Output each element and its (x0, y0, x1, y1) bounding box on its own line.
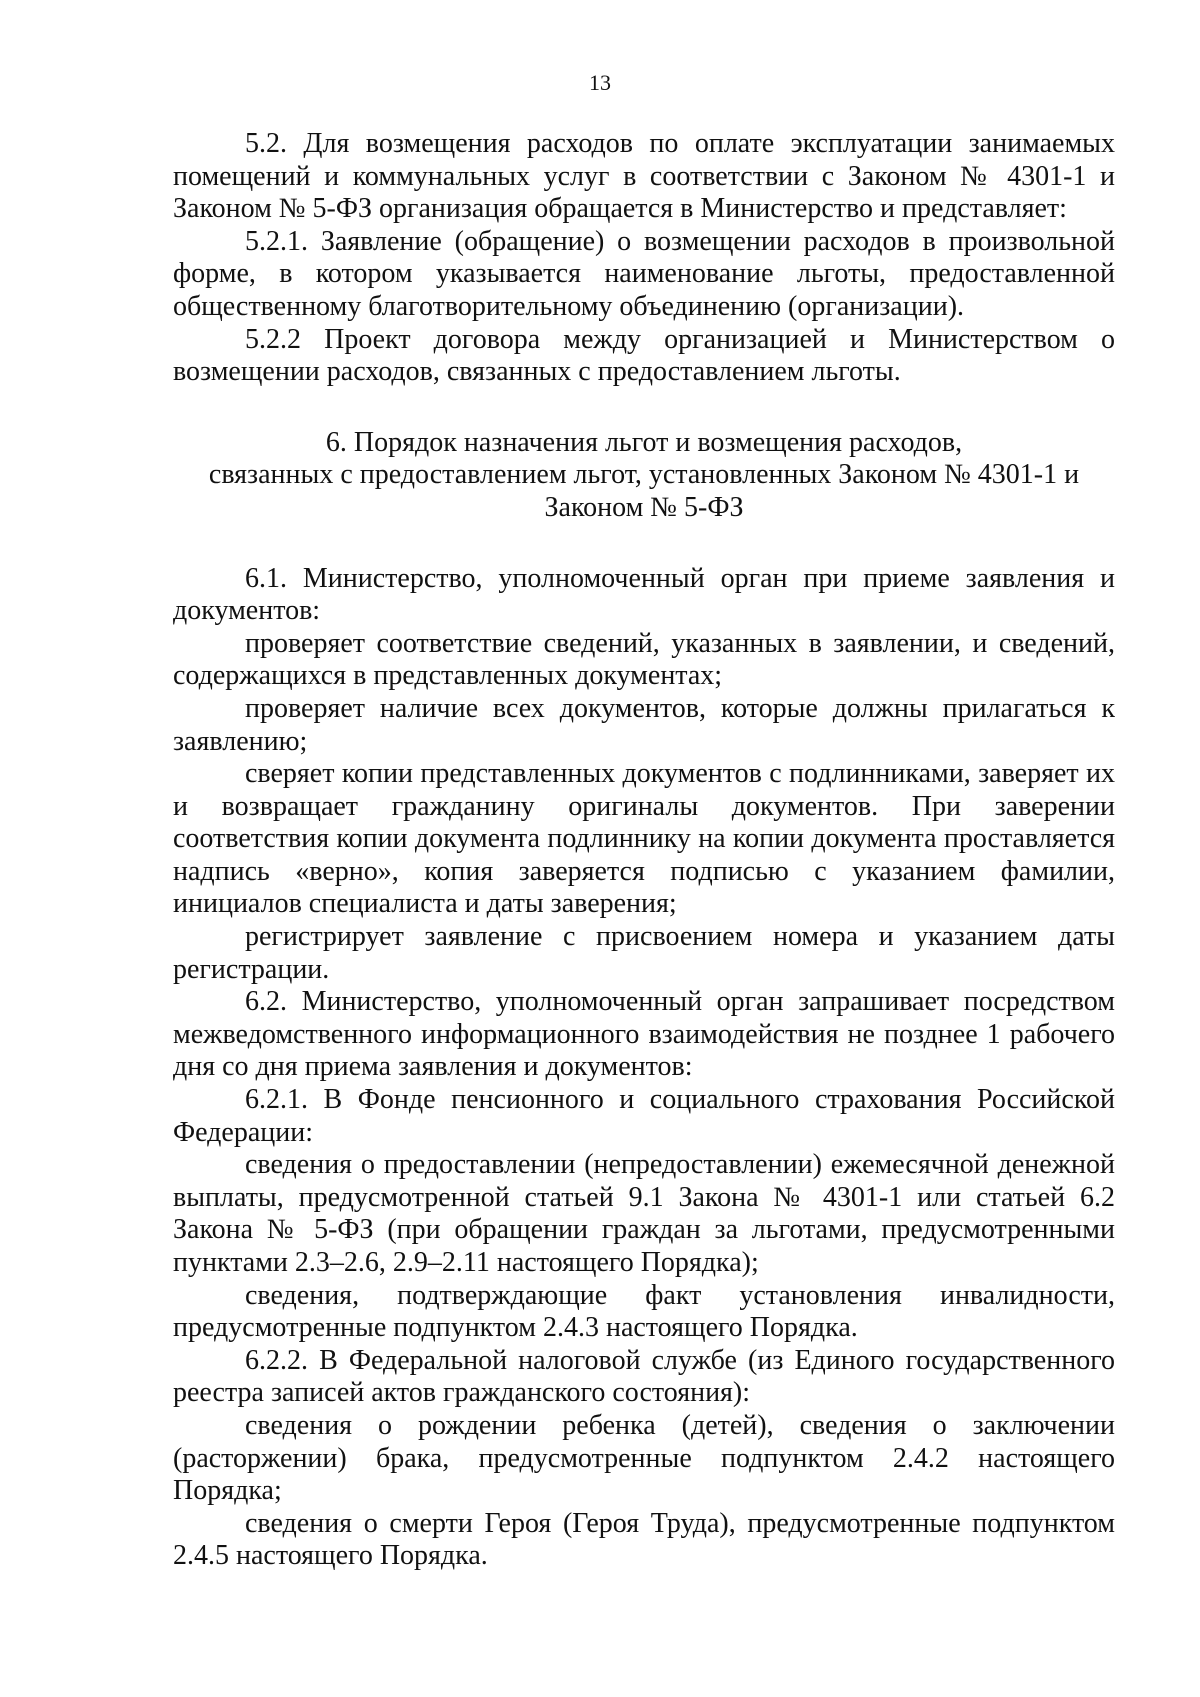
paragraph-6-2-2: 6.2.2. В Федеральной налоговой службе (из Единого государственного реестра записей актов гражданского состояния): (173, 1344, 1115, 1409)
document-body (173, 128, 1115, 1573)
paragraph-5-2-1: 5.2.1. Заявление (обращение) о возмещении расходов в произвольной форме, в котором указывается наименование льготы, предоставленной общественному благотворительному объединению (организации). (173, 225, 1115, 322)
paragraph-hero-death: сведения о смерти Героя (Героя Труда), предусмотренные подпунктом 2.4.5 настоящего Порядка. (173, 1507, 1115, 1572)
paragraph-registers: регистрирует заявление с присвоением номера и указанием даты регистрации. (173, 921, 1115, 985)
paragraph-disability: сведения, подтверждающие факт установления инвалидности, предусмотренные подпунктом 2.4.3 настоящего Порядка. (173, 1279, 1115, 1344)
section-heading (173, 427, 1115, 525)
paragraph-5-2: 5.2. Для возмещения расходов по оплате эксплуатации занимаемых помещений и коммунальных услуг в соответствии с Законом № 4301-1 и Законом № 5-ФЗ организация обращается в Министерство и представляет: (173, 128, 1115, 225)
section-heading-line-1: 6. Порядок назначения льгот и возмещения расходов, (325, 426, 963, 458)
page-number: 13 (589, 70, 611, 95)
paragraph-6-1: 6.1. Министерство, уполномоченный орган при приеме заявления и документов: (173, 562, 1115, 627)
paragraph-monthly-payment: сведения о предоставлении (непредоставлении) ежемесячной денежной выплаты, предусмотренной статьей 9.1 Закона № 4301-1 или статьей 6.2 Закона № 5-ФЗ (при обращении граждан за льготами, предусмотренными пунктами 2.3–2.6, 2.9–2.11 настоящего Порядка); (173, 1149, 1115, 1278)
paragraph-checks-consistency: проверяет соответствие сведений, указанных в заявлении, и сведений, содержащихся в представленных документах; (173, 627, 1115, 692)
section-heading-line-3: Законом № 5-ФЗ (544, 491, 744, 523)
paragraph-checks-documents: проверяет наличие всех документов, которые должны прилагаться к заявлению; (173, 692, 1115, 757)
paragraph-verifies-copies: сверяет копии представленных документов с подлинниками, заверяет их и возвращает гражданину оригиналы документов. При заверении соответствия копии документа подлиннику на копии документа проставляется надпись «верно», копия заверяется подписью с указанием фамилии, инициалов специалиста и даты заверения; (173, 758, 1115, 920)
paragraph-6-2-1: 6.2.1. В Фонде пенсионного и социального страхования Российской Федерации: (173, 1084, 1115, 1148)
paragraph-birth-marriage: сведения о рождении ребенка (детей), сведения о заключении (расторжении) брака, предусмотренные подпунктом 2.4.2 настоящего Порядка; (173, 1409, 1115, 1507)
paragraph-6-2: 6.2. Министерство, уполномоченный орган запрашивает посредством межведомственного информационного взаимодействия не позднее 1 рабочего дня со дня приема заявления и документов: (173, 986, 1115, 1083)
paragraph-5-2-2: 5.2.2 Проект договора между организацией и Министерством о возмещении расходов, связанных с предоставлением льготы. (173, 323, 1115, 388)
section-heading-line-2: связанных с предоставлением льгот, установленных Законом № 4301-1 и (208, 459, 1080, 491)
